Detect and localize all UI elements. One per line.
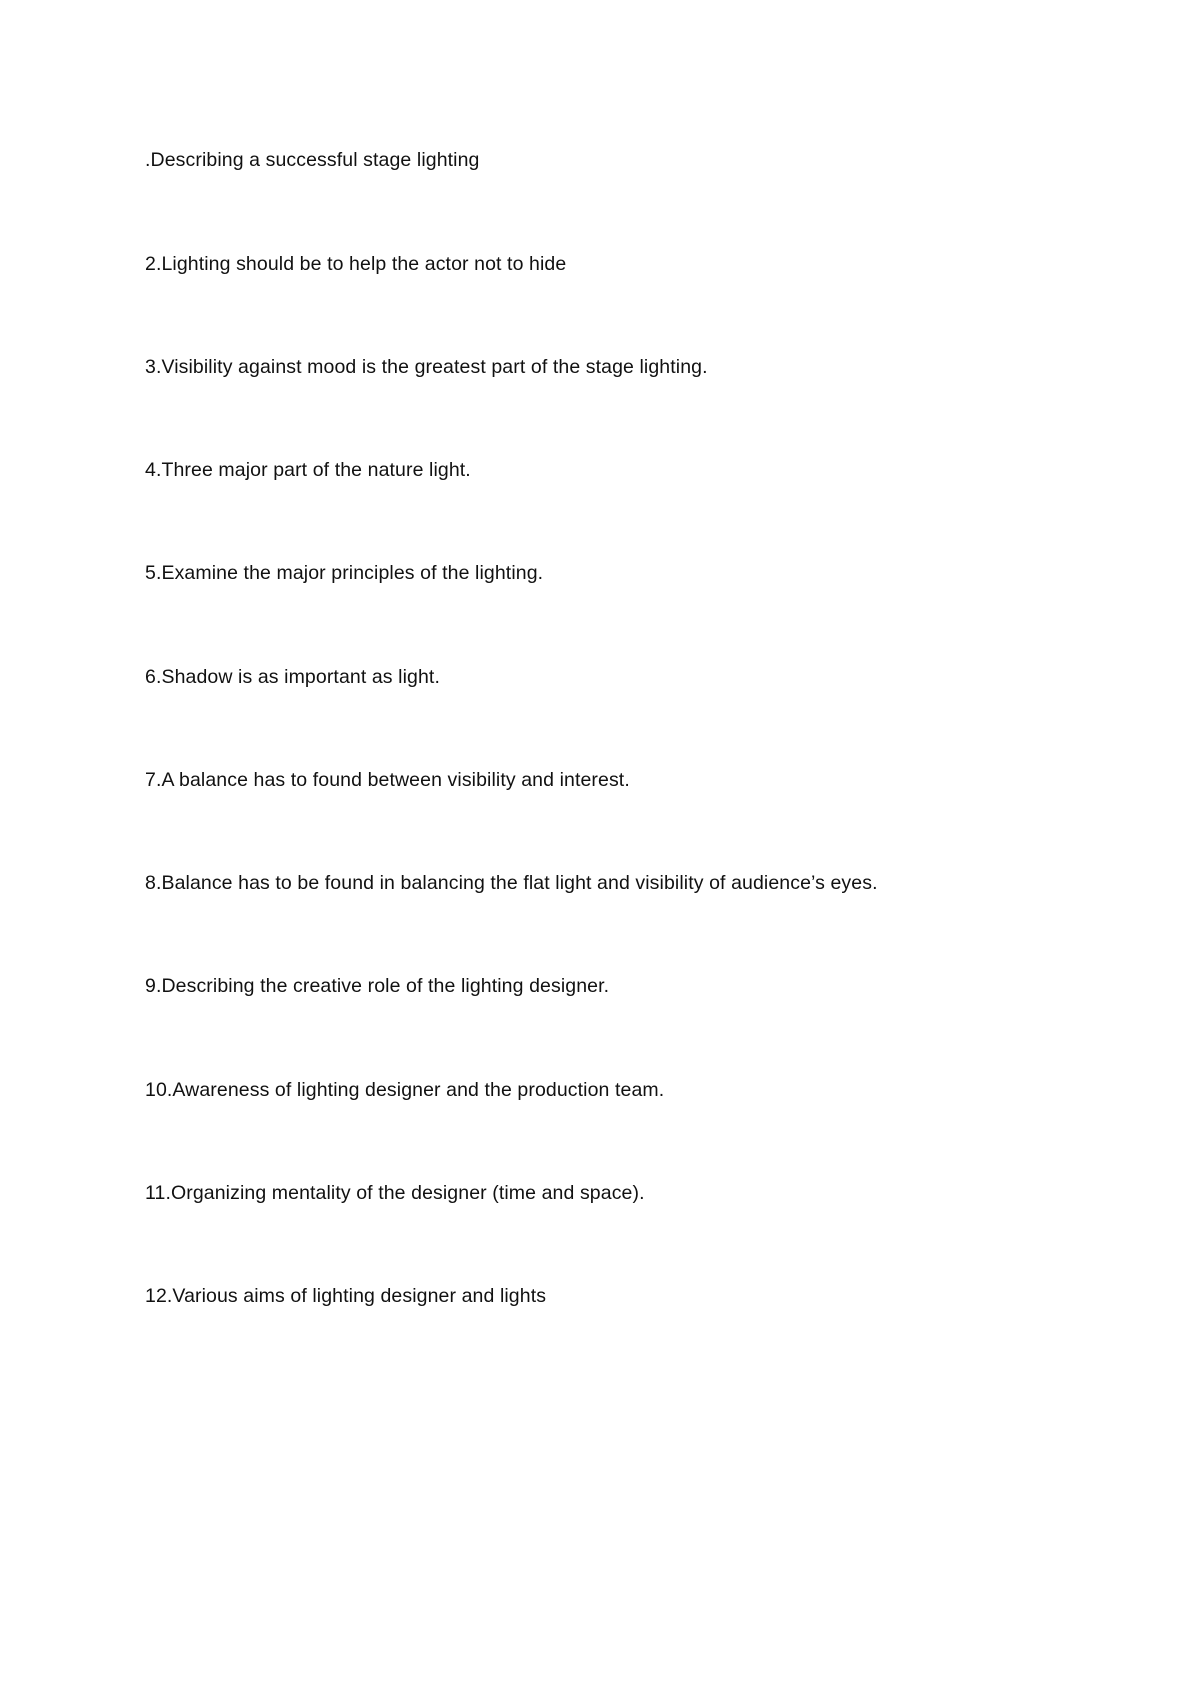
document-line: 6.Shadow is as important as light. xyxy=(145,666,440,688)
document-line: 5.Examine the major principles of the lighting. xyxy=(145,562,544,584)
document-line: 12.Various aims of lighting designer and lights xyxy=(145,1285,547,1307)
document-line: 9.Describing the creative role of the lighting designer. xyxy=(145,975,610,997)
document-line: .Describing a successful stage lighting xyxy=(145,149,480,171)
document-line: 8.Balance has to be found in balancing the flat light and visibility of audience’s eyes. xyxy=(145,872,878,894)
document-line: 11.Organizing mentality of the designer (time and space). xyxy=(145,1182,645,1204)
document-line: 3.Visibility against mood is the greatest part of the stage lighting. xyxy=(145,356,708,378)
document-line: 10.Awareness of lighting designer and the production team. xyxy=(145,1079,665,1101)
document-line: 4.Three major part of the nature light. xyxy=(145,459,471,481)
document-line: 7.A balance has to found between visibility and interest. xyxy=(145,769,630,791)
document-line: 2.Lighting should be to help the actor not to hide xyxy=(145,253,567,275)
